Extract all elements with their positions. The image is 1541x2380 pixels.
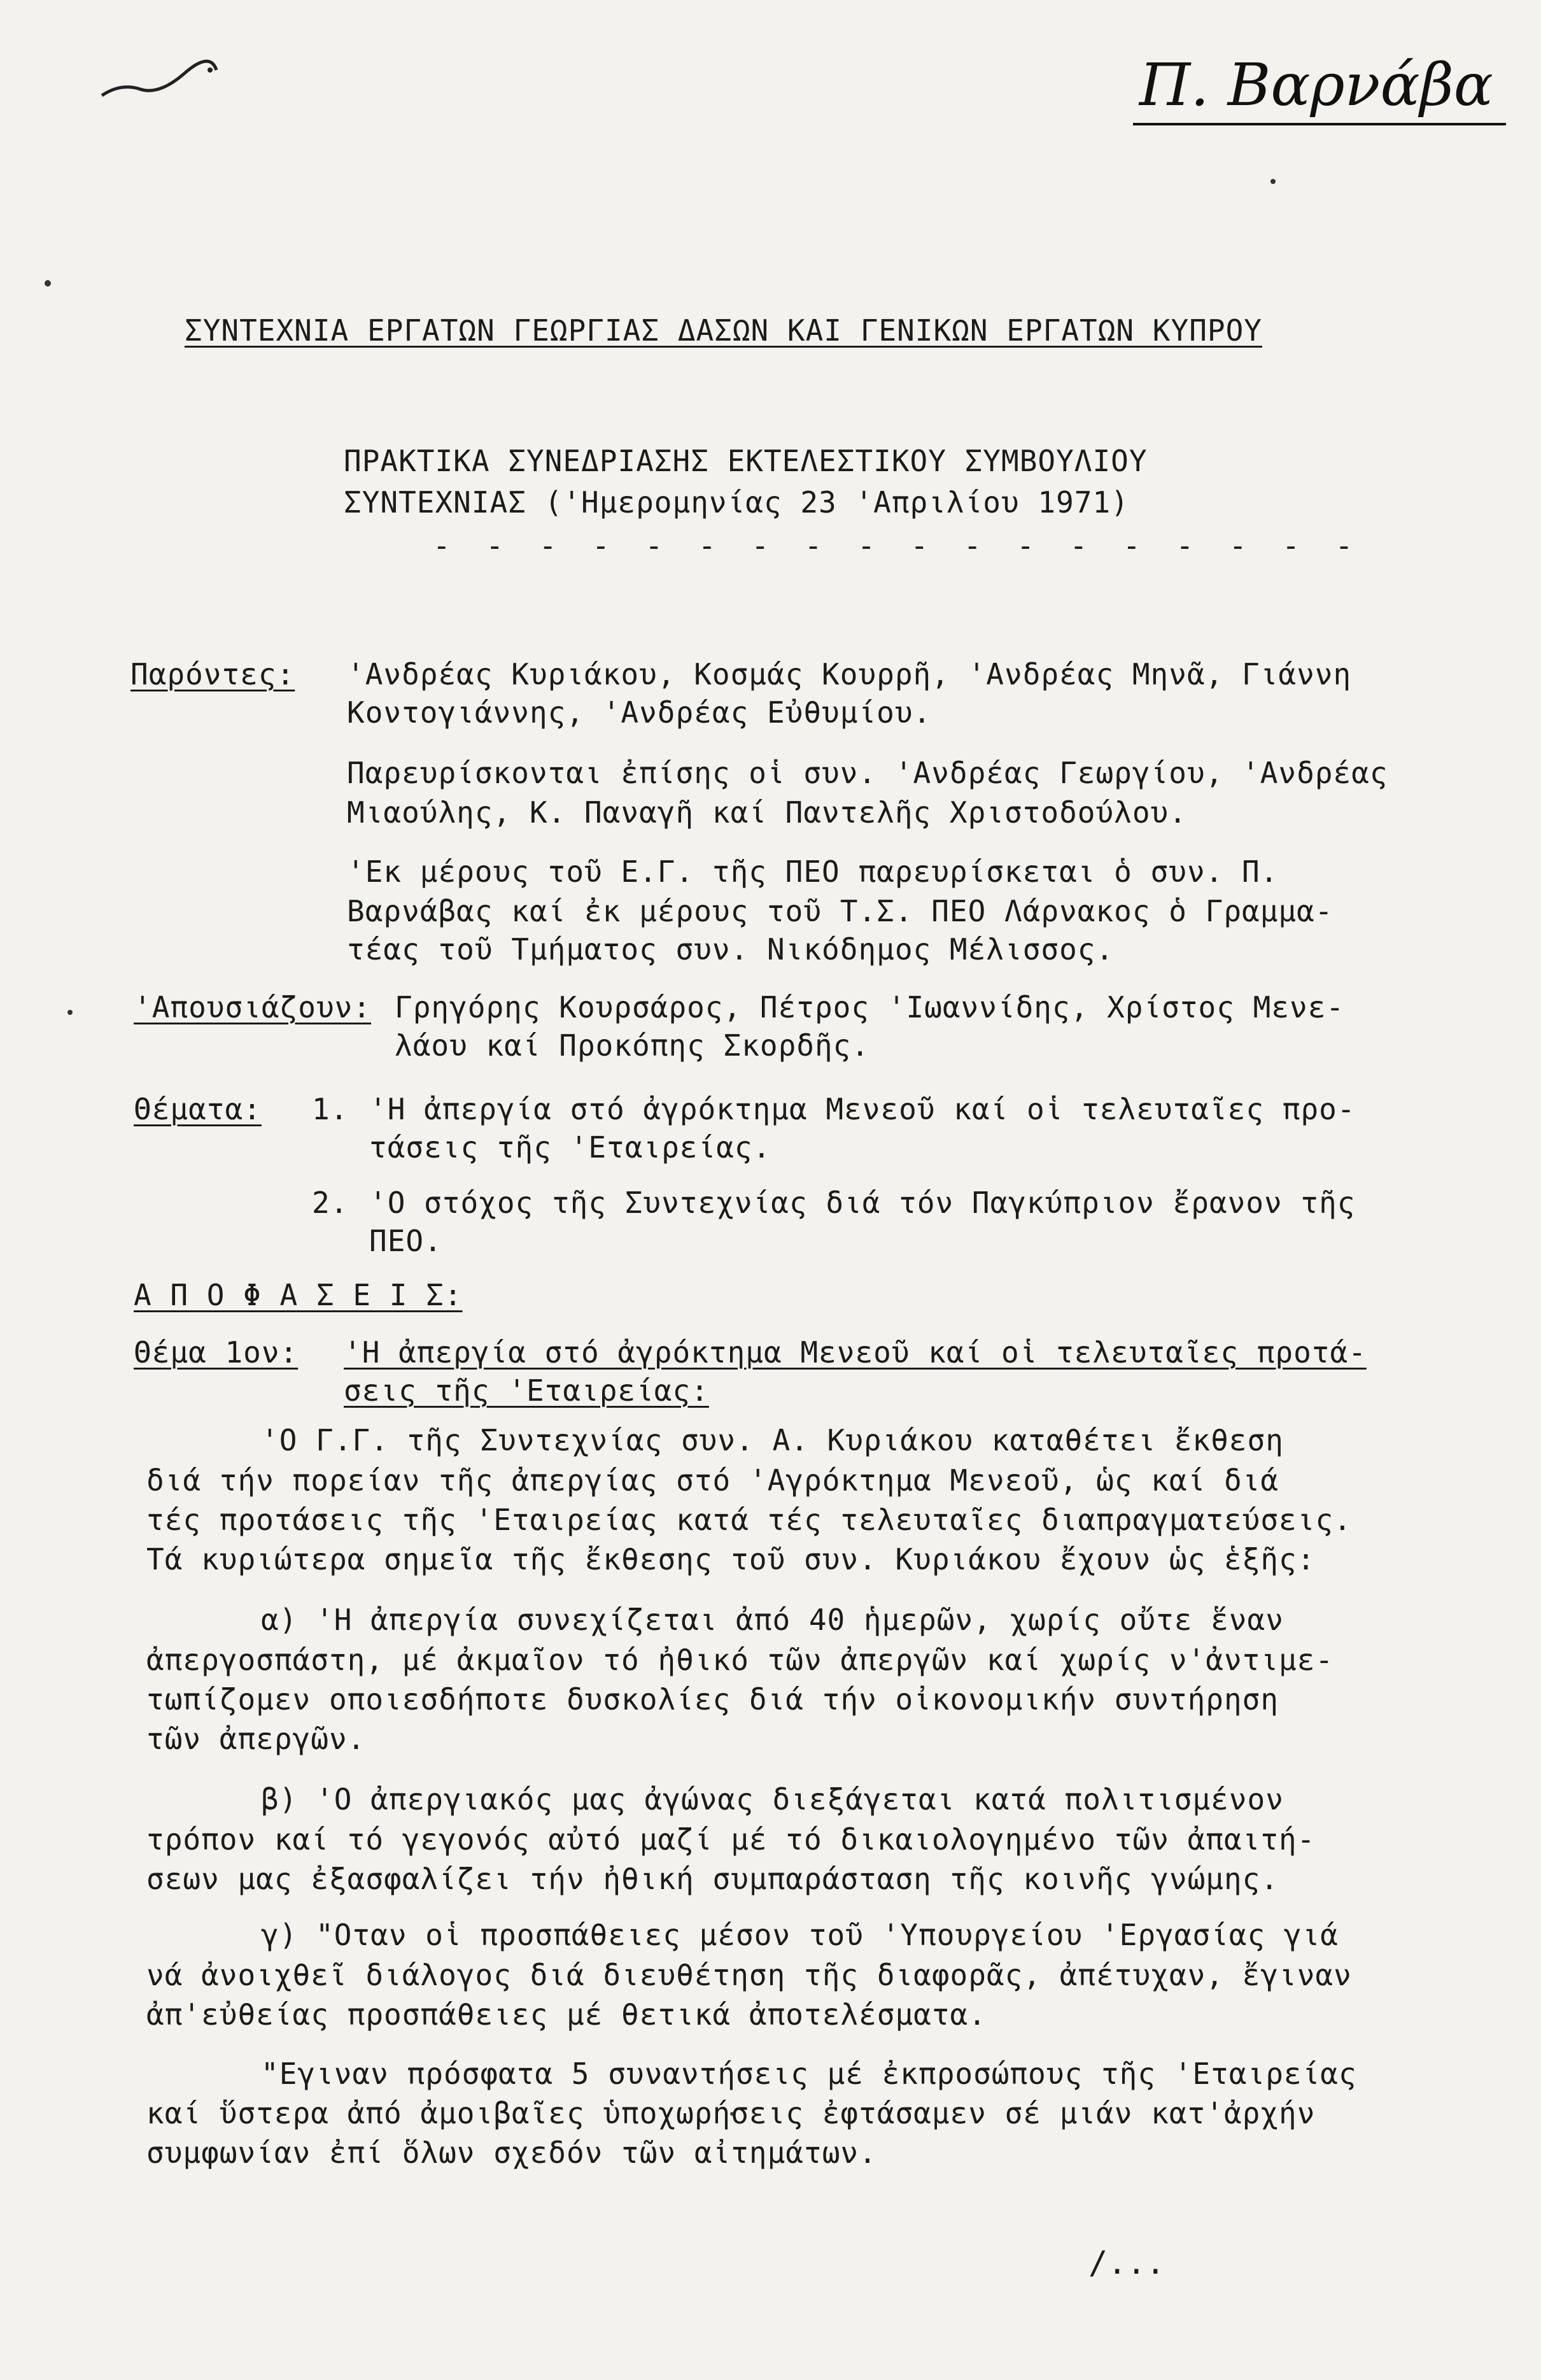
absent-line1: Γρηγόρης Κουρσάρος, Πέτρος 'Ιωαννίδης, Χρίστος Μενε-: [395, 990, 1345, 1024]
peo-present-line2: Βαρνάβας καί ἐκ μέρους τοῦ Τ.Σ. ΠΕΟ Λάρνακος ὁ Γραμμα-: [347, 894, 1333, 928]
point-a-line4: τῶν ἀπεργῶν.: [146, 1722, 366, 1756]
topic2-line1: 'Ο στόχος τῆς Συντεχνίας διά τόν Παγκύπριον ἔρανον τῆς: [369, 1186, 1356, 1220]
point-b-line1: β) 'Ο ἀπεργιακός μας ἀγώνας διεξάγεται κατά πολιτισμένον: [261, 1782, 1284, 1817]
separator-line: - - - - - - - - - - - - - - - - - -: [433, 528, 1362, 563]
present-line2: Κοντογιάννης, 'Ανδρέας Εὐθυμίου.: [347, 695, 932, 730]
point-a-line2: ἀπεργοσπάστη, μέ ἀκμαῖον τό ἠθικό τῶν ἀπεργῶν καί χωρίς ν'ἀντιμε-: [146, 1643, 1334, 1677]
decisions-heading: Α Π Ο Φ Α Σ Ε Ι Σ:: [134, 1278, 463, 1312]
handwritten-note: Π. Βαρνάβα: [1133, 51, 1506, 125]
point-c-line2: νά ἀνοιχθεῖ διάλογος διά διευθέτηση τῆς διαφορᾶς, ἀπέτυχαν, ἔγιναν: [146, 1958, 1352, 1992]
point-c-line3: ἀπ'εὐθείας προσπάθειες μέ θετικά ἀποτελέσματα.: [146, 1997, 987, 2032]
topic1-line1: 'Η ἀπεργία στό ἀγρόκτημα Μενεοῦ καί οἱ τελευταῖες προ-: [369, 1092, 1356, 1126]
report-para1-line4: Τά κυριώτερα σημεῖα τῆς ἔκθεσης τοῦ συν. Κυριάκου ἔχουν ὡς ἑξῆς:: [146, 1542, 1316, 1576]
also-present-line2: Μιαούλης, Κ. Παναγῆ καί Παντελῆς Χριστοδούλου.: [347, 795, 1187, 830]
meetings-para-line2: καί ὕστερα ἀπό ἀμοιβαῖες ὑποχωρήσεις ἐφτάσαμεν σέ μιάν κατ'ἀρχήν: [146, 2096, 1316, 2130]
minutes-title-line1: ΠΡΑΚΤΙΚΑ ΣΥΝΕΔΡΙΑΣΗΣ ΕΚΤΕΛΕΣΤΙΚΟΥ ΣΥΜΒΟΥΛΙΟΥ: [344, 444, 1148, 478]
present-label: Παρόντες:: [130, 657, 295, 691]
meetings-para-line1: "Εγιναν πρόσφατα 5 συναντήσεις μέ ἐκπροσώπους τῆς 'Εταιρείας: [261, 2057, 1357, 2091]
point-b-line2: τρόπον καί τό γεγονός αὐτό μαζί μέ τό δικαιολογημένο τῶν ἀπαιτή-: [146, 1822, 1316, 1857]
report-para1-line3: τές προτάσεις τῆς 'Εταιρείας κατά τές τελευταῖες διαπραγματεύσεις.: [146, 1503, 1352, 1537]
org-title: ΣΥΝΤΕΧΝΙΑ ΕΡΓΑΤΩΝ ΓΕΩΡΓΙΑΣ ΔΑΣΩΝ ΚΑΙ ΓΕΝΙΚΩΝ ΕΡΓΑΤΩΝ ΚΥΠΡΟΥ: [185, 313, 1262, 348]
point-a-line3: τωπίζομεν οποιεσδήποτε δυσκολίες διά τήν οἰκονομικήν συντήρηση: [146, 1682, 1279, 1717]
decision-topic1-label: Θέμα 1ον:: [134, 1335, 299, 1370]
topic2-number: 2.: [312, 1186, 349, 1220]
topic2-line2: ΠΕΟ.: [369, 1224, 442, 1258]
report-para1-line1: 'Ο Γ.Γ. τῆς Συντεχνίας συν. Α. Κυριάκου καταθέτει ἔκθεση: [261, 1423, 1284, 1457]
meetings-para-line3: συμφωνίαν ἐπί ὅλων σχεδόν τῶν αἰτημάτων.: [146, 2136, 877, 2170]
absent-label: 'Απουσιάζουν:: [134, 990, 372, 1024]
peo-present-line1: 'Εκ μέρους τοῦ Ε.Γ. τῆς ΠΕΟ παρευρίσκεται ὁ συν. Π.: [347, 854, 1279, 889]
point-b-line3: σεων μας ἐξασφαλίζει τήν ἠθική συμπαράσταση τῆς κοινῆς γνώμης.: [146, 1862, 1279, 1896]
report-para1-line2: διά τήν πορείαν τῆς ἀπεργίας στό 'Αγρόκτημα Μενεοῦ, ὡς καί διά: [146, 1463, 1279, 1498]
topic1-number: 1.: [312, 1092, 349, 1126]
minutes-title-line2: ΣΥΝΤΕΧΝΙΑΣ ('Ημερομηνίας 23 'Απριλίου 1971): [344, 485, 1129, 520]
present-line1: 'Ανδρέας Κυριάκου, Κοσμάς Κουρρῆ, 'Ανδρέας Μηνᾶ, Γιάννη: [347, 657, 1352, 691]
decision-topic1-line2: σεις τῆς 'Εταιρείας:: [344, 1373, 709, 1408]
continuation-mark: /...: [1088, 2244, 1165, 2281]
point-a-line1: α) 'Η ἀπεργία συνεχίζεται ἀπό 40 ἡμερῶν, χωρίς οὔτε ἕναν: [261, 1603, 1284, 1637]
topics-label: Θέματα:: [134, 1092, 262, 1126]
topic1-line2: τάσεις τῆς 'Εταιρείας.: [369, 1130, 771, 1165]
point-c-line1: γ) "Οταν οἱ προσπάθειες μέσον τοῦ 'Υπουργείου 'Εργασίας γιά: [261, 1918, 1339, 1952]
decision-topic1-line1: 'Η ἀπεργία στό ἀγρόκτημα Μενεοῦ καί οἱ τελευταῖες προτά-: [344, 1335, 1367, 1370]
absent-line2: λάου καί Προκόπης Σκορδῆς.: [395, 1028, 870, 1063]
peo-present-line3: τέας τοῦ Τμήματος συν. Νικόδημος Μέλισσος.: [347, 932, 1115, 967]
also-present-line1: Παρευρίσκονται ἐπίσης οἱ συν. 'Ανδρέας Γεωργίου, 'Ανδρέας: [347, 756, 1388, 790]
